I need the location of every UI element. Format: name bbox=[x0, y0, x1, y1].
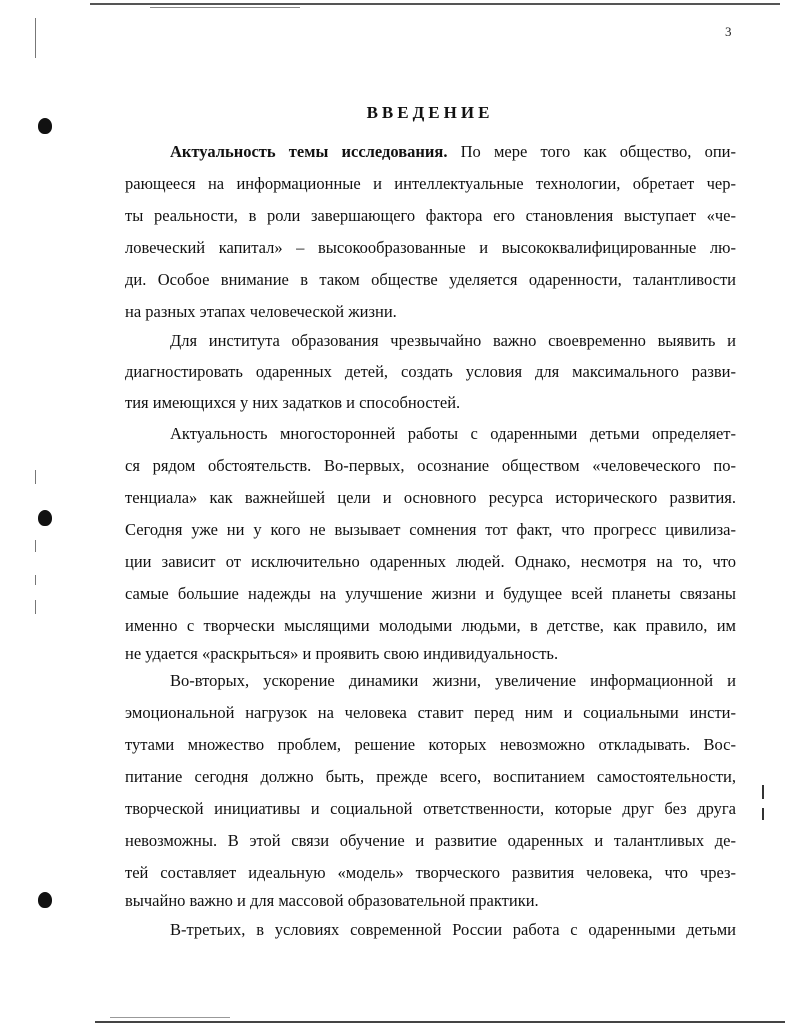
text-line: ди. Особое внимание в таком обществе уделяется одаренности, талантливости bbox=[125, 270, 736, 289]
text-line: ты реальности, в роли завершающего фактора его становления выступает «че- bbox=[125, 206, 736, 225]
text-line: питание сегодня должно быть, прежде всего, воспитанием самостоятельности, bbox=[125, 767, 736, 786]
text-line: рающееся на информационные и интеллектуальные технологии, обретает чер- bbox=[125, 174, 736, 193]
text-line: В-третьих, в условиях современной России работа с одаренными детьми bbox=[170, 920, 736, 939]
scan-right-mark bbox=[762, 785, 764, 799]
text-line: Сегодня уже ни у кого не вызывает сомнения тот факт, что прогресс цивилиза- bbox=[125, 520, 736, 539]
punch-hole-icon bbox=[38, 510, 52, 526]
scan-bottom-rule bbox=[95, 1021, 785, 1023]
text-line: не удается «раскрыться» и проявить свою индивидуальность. bbox=[125, 644, 559, 663]
scan-top-rule-faint bbox=[150, 7, 300, 8]
text-line: тутами множество проблем, решение которых невозможно откладывать. Вос- bbox=[125, 735, 736, 754]
text-line: творческой инициативы и социальной ответственности, которые друг без друга bbox=[125, 799, 736, 818]
text-line: именно с творчески мыслящими молодыми людьми, в детстве, как правило, им bbox=[125, 616, 736, 635]
text-line: ловеческий капитал» – высокообразованные и высококвалифицированные лю- bbox=[125, 238, 736, 257]
lead-bold-text: Актуальность темы исследования. bbox=[170, 142, 448, 161]
text-line: Во-вторых, ускорение динамики жизни, увеличение информационной и bbox=[170, 671, 736, 690]
text-line: диагностировать одаренных детей, создать условия для максимального разви- bbox=[125, 362, 736, 381]
scan-margin-mark bbox=[35, 18, 36, 58]
text-line: вычайно важно и для массовой образовательной практики. bbox=[125, 891, 539, 910]
text-line: тенциала» как важнейшей цели и основного ресурса исторического развития. bbox=[125, 488, 736, 507]
text-line: на разных этапах человеческой жизни. bbox=[125, 302, 397, 321]
scan-margin-mark bbox=[35, 600, 36, 614]
text-span: По мере того как общество, опи- bbox=[447, 142, 736, 161]
text-line: невозможны. В этой связи обучение и развитие одаренных и талантливых де- bbox=[125, 831, 736, 850]
scan-margin-mark bbox=[35, 540, 36, 552]
text-line: ся рядом обстоятельств. Во-первых, осознание обществом «человеческого по- bbox=[125, 456, 736, 475]
page-title: ВВЕДЕНИЕ bbox=[366, 103, 494, 122]
text-line: Для института образования чрезвычайно важно своевременно выявить и bbox=[170, 331, 736, 350]
scan-right-mark bbox=[762, 808, 764, 820]
text-line: эмоциональной нагрузок на человека ставит перед ним и социальными инсти- bbox=[125, 703, 736, 722]
punch-hole-icon bbox=[38, 892, 52, 908]
text-line: тия имеющихся у них задатков и способностей. bbox=[125, 393, 461, 412]
scan-margin-mark bbox=[35, 470, 36, 484]
scan-margin-mark bbox=[35, 575, 36, 585]
page-number: 3 bbox=[725, 24, 732, 39]
scan-bottom-rule-faint bbox=[110, 1017, 230, 1018]
scan-top-rule bbox=[90, 3, 780, 5]
text-line: Актуальность многосторонней работы с одаренными детьми определяет- bbox=[170, 424, 736, 443]
text-line: самые большие надежды на улучшение жизни и будущее всей планеты связаны bbox=[125, 584, 736, 603]
text-line bbox=[170, 136, 736, 168]
text-line: ции зависит от исключительно одаренных людей. Однако, несмотря на то, что bbox=[125, 552, 736, 571]
text-line: тей составляет идеальную «модель» творческого развития человека, что чрез- bbox=[125, 863, 736, 882]
